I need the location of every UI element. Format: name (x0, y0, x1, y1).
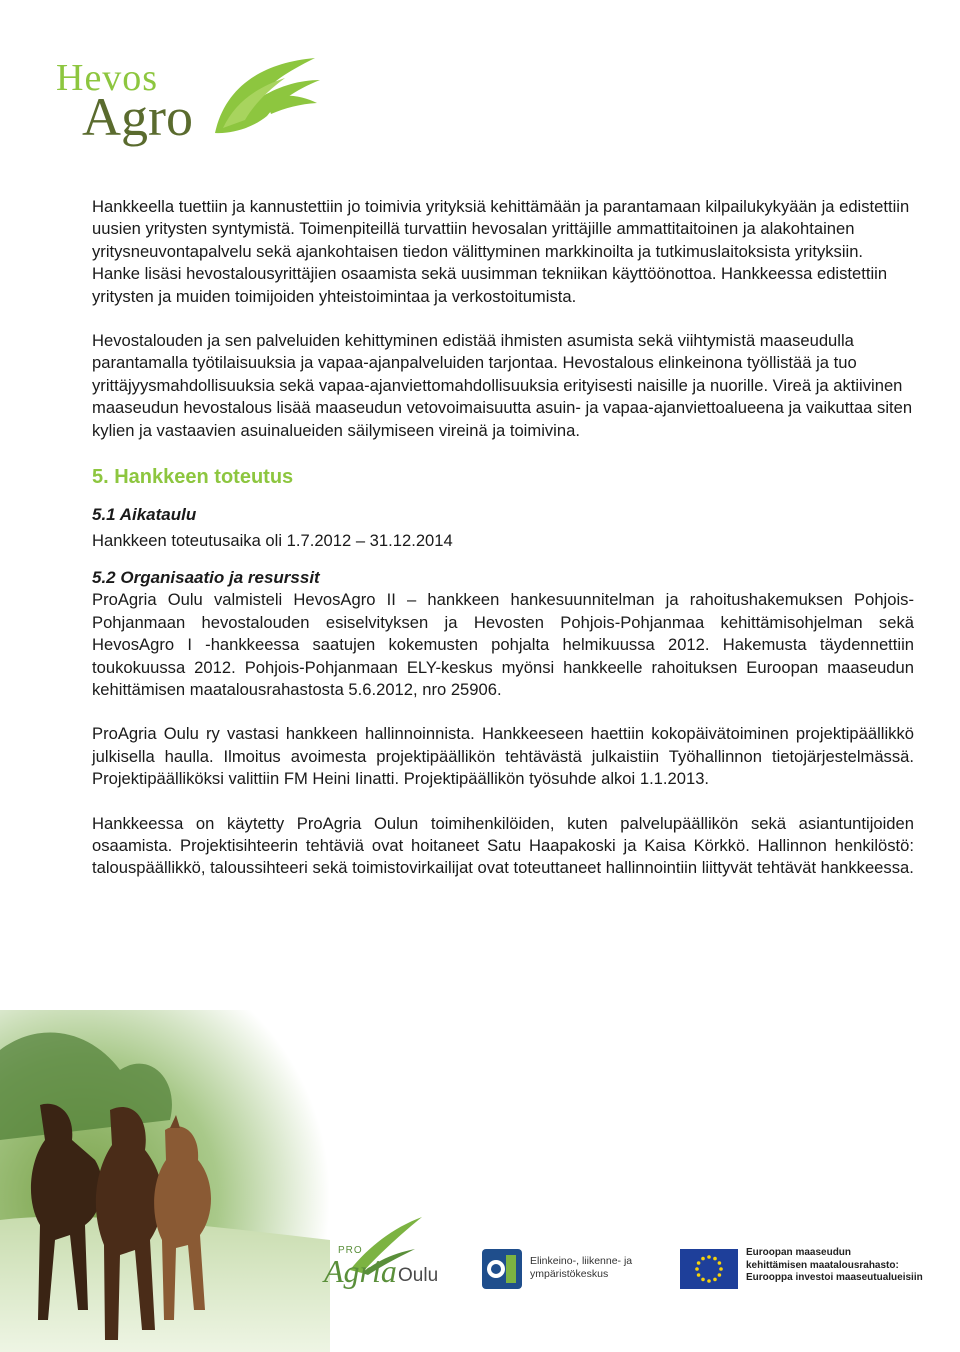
logo-text-hevos: Hevos (56, 57, 159, 99)
paragraph-2: Hevostalouden ja sen palveluiden kehittyminen edistää ihmisten asumista sekä viihtymistä maaseudulla parantamalla työtilaisuuksia ja vapaa-ajanpalveluiden tarjontaa. Hevostalous elinkeinona työllistää ja tuo yrittäjyysmahdollisuuksia sekä vapaa-ajanviettomahdollisuuksia erityisesti naisille ja nuorille. Vireä ja aktiivinen maaseudun hevostalous lisää maaseudun vetovoimaisuutta asuin- ja vapaa-ajanviettoalueena ja vaikuttaa siten kylien ja vastaavien asuinalueiden säilymiseen vireinä ja toimivina. (92, 331, 913, 440)
proagria-agria-text: Agria (324, 1253, 397, 1289)
eu-flag-icon (680, 1249, 738, 1289)
eu-text-line2: kehittämisen maatalousrahasto: (746, 1259, 899, 1271)
eu-text-line3: Eurooppa investoi maaseutualueisiin (746, 1272, 923, 1283)
eu-rural-fund-logo (680, 1247, 940, 1297)
ely-keskus-logo (480, 1245, 650, 1295)
horses-photo (0, 1010, 330, 1352)
document-body (92, 196, 914, 880)
ely-text-line1: Elinkeino-, liikenne- ja (530, 1255, 633, 1267)
paragraph-3: ProAgria Oulu valmisteli HevosAgro II – hankkeen hankesuunnitelman ja rahoitushakemuksen Pohjois-Pohjanmaan hevostalouden esiselvityksen ja Hevosten Pohjois-Pohjanmaa kehittämisohjelman sekä HevosAgro I -hankkeessa saatujen kokemusten pohjalta helmikuussa 2012. Hakemusta täydennettiin toukokuussa 2012. Pohjois-Pohjanmaan ELY-keskus myönsi hankkeelle rahoituksen Euroopan maaseudun kehittämisen maatalousrahastosta 5.6.2012, nro 25906. (92, 590, 914, 699)
hevosagro-logo (50, 48, 320, 158)
footer-logos (320, 1215, 940, 1305)
eu-text-line1: Euroopan maaseudun (746, 1247, 852, 1258)
ely-text-line2: ympäristökeskus (530, 1268, 609, 1280)
horse-mane-logo-icon (205, 48, 325, 148)
paragraph-5: Hankkeessa on käytetty ProAgria Oulun toimihenkilöiden, kuten palvelupäällikön sekä asiantuntijoiden osaamista. Projektisihteerin tehtäviä ovat hoitaneet Satu Haapakoski ja Kaisa Körkkö. Hallinnon henkilöstö: talouspäällikkö, taloussihteeri sekä toimistovirkailijat ovat toteuttaneet hallinnointiin liittyvät tehtävät hankkeessa. (92, 813, 914, 878)
schedule-text: Hankkeen toteutusaika oli 1.7.2012 – 31.12.2014 (92, 531, 453, 551)
paragraph-4: ProAgria Oulu ry vastasi hankkeen hallinnoinnista. Hankkeeseen haettiin kokopäivätoiminen projektipäällikkö julkisella haulla. Ilmoitus avoimesta projektipäällikön tehtävästä julkaistiin Työhallinnon tietojärjestelmässä. Projektipäälliköksi valittiin FM Heini Iinatti. Projektipäällikön työsuhde alkoi 1.1.2013. (92, 724, 914, 789)
logo-text-agro: Agro (82, 87, 193, 147)
paragraph-1: Hankkeella tuettiin ja kannustettiin jo toimivia yrityksiä kehittämään ja parantamaan kilpailukykyään ja edistettiin uusien yritysten syntymistä. Toimenpiteillä turvattiin hevosalan yrittäjille ammattitaitoinen ja alakohtainen yritysneuvontapalvelu sekä ajankohtaisen tiedon välittyminen markkinoilta ja tutkimuslaitoksista yrityksiin. Hanke lisäsi hevostalousyrittäjien osaamista sekä uusimman tekniikan käyttöönottoa. Hankkeessa edistettiin yritysten ja muiden toimijoiden yhteistoimintaa ja verkostoitumista. (92, 197, 910, 306)
section-heading: 5. Hankkeen toteutus (92, 466, 294, 489)
subsection-heading-organisation: 5.2 Organisaatio ja resurssit (92, 567, 320, 587)
proagria-oulu-logo (320, 1215, 460, 1300)
subsection-heading-schedule: 5.1 Aikataulu (92, 505, 197, 525)
ely-emblem-icon (480, 1247, 524, 1291)
proagria-pro-text: PRO (338, 1245, 363, 1256)
proagria-oulu-text: Oulu (398, 1265, 439, 1286)
